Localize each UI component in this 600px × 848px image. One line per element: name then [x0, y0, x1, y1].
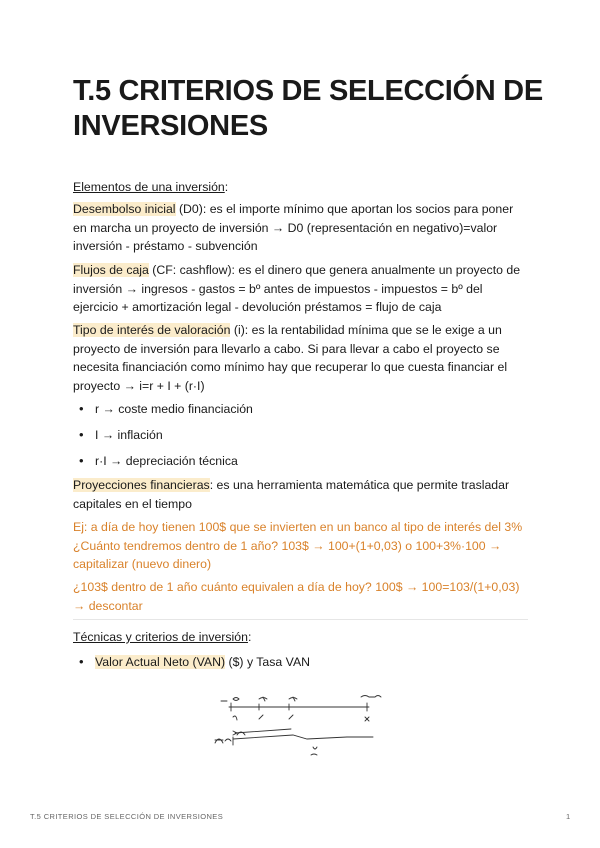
interest-bullets: [73, 400, 528, 470]
page-number: 1: [566, 812, 571, 821]
list-item: • r·I → depreciación técnica: [73, 452, 528, 470]
proyecciones-text: : es una herramienta matemática que permite trasladar capitales en el tiempo: [73, 478, 510, 511]
page-title: T.5 CRITERIOS DE SELECCIÓN DE INVERSIONES: [73, 75, 543, 142]
elementos-colon: :: [224, 180, 229, 194]
tipo-text: (i): es la rentabilidad mínima que se le exige a un proyecto de inversión para llevarlo a cabo. Si para llevar a cabo el proyecto se necesita financiación como mínimo hay que recuperar lo que cuesta financiar el proyecto → i=r + I + (r·I): [73, 323, 508, 393]
handwritten-timeline-sketch-icon: [211, 687, 391, 767]
flujos-paragraph: [73, 261, 528, 317]
desembolso-paragraph: [73, 200, 528, 256]
list-item: [73, 653, 528, 671]
tecnicas-colon: :: [247, 630, 252, 644]
example-descontar: ¿103$ dentro de 1 año cuánto equivalen a día de hoy? 100$ → 100=103/(1+0,03) → descontar: [73, 580, 520, 613]
proyecciones-paragraph: [73, 476, 528, 513]
desembolso-term: Desembolso inicial: [73, 202, 176, 216]
elementos-heading: [73, 178, 528, 197]
desembolso-text: (D0): es el importe mínimo que aportan los socios para poner en marcha un proyecto de inversión → D0 (representación en negativo)=valor inversión - préstamo - subvención: [73, 202, 514, 253]
list-item: • r → coste medio financiación: [73, 400, 528, 418]
proyecciones-term: Proyecciones financieras: [73, 478, 210, 492]
tecnicas-bullets: [73, 653, 528, 671]
flujos-term: Flujos de caja: [73, 263, 149, 277]
divider: [73, 619, 528, 620]
van-text: ($) y Tasa VAN: [225, 655, 311, 669]
list-item: • I → inflación: [73, 426, 528, 444]
footer-title: T.5 CRITERIOS DE SELECCIÓN DE INVERSIONES: [30, 812, 224, 821]
flujos-text: (CF: cashflow): es el dinero que genera anualmente un proyecto de inversión → ingresos - gastos = bº antes de impuestos - impuestos = bº del ejercicio + amortización legal - devolución préstamos = flujo de caja: [73, 263, 521, 314]
tipo-term: Tipo de interés de valoración: [73, 323, 231, 337]
tecnicas-heading: [73, 628, 528, 647]
tecnicas-heading-text: Técnicas y criterios de inversión: [73, 630, 248, 644]
elementos-heading-text: Elementos de una inversión: [73, 180, 225, 194]
van-term: Valor Actual Neto (VAN): [95, 655, 226, 669]
example-capitalizar: Ej: a día de hoy tienen 100$ que se invierten en un banco al tipo de interés del 3% ¿Cuánto tendremos dentro de 1 año? 103$ → 100+(1+0,03) o 100+3%·100 → capitalizar (nuevo dinero): [73, 520, 523, 571]
tipo-paragraph: [73, 321, 528, 395]
